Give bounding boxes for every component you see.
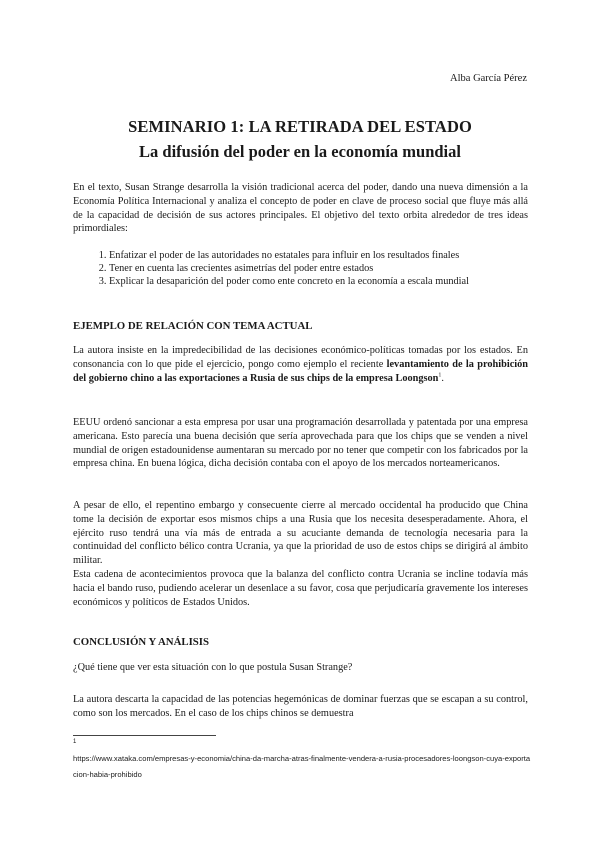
footnote-ref[interactable]: 1 [438, 372, 442, 379]
intro-paragraph: En el texto, Susan Strange desarrolla la visión tradicional acerca del poder, dando una nueva dimensión a la Economía Política Internacional y analiza el concepto de poder en clave de proceso social que fluye más allá de la capacidad de decisión de sus actores principales. El objetivo del texto orbita alrededor de tres ideas primordiales: [73, 182, 528, 235]
footnote-link[interactable]: https://www.xataka.com/empresas-y-economia/china-da-marcha-atras-finalmente-vendera-a-rusia-procesadores-loongson-cuya-exportacion-habia-prohibido [73, 754, 531, 779]
list-item: 3. Explicar la desaparición del poder como ente concreto en la economía a escala mundial [109, 275, 528, 288]
paragraph-embargo-a: A pesar de ello, el repentino embargo y consecuente cierre al mercado occidental ha producido que China tome la decisión de exportar esos mismos chips a una Rusia que los necesita desesperadamente. Ahora, el ejército ruso tendrá una vía más de entrada a su acuciante demanda de tecnología necesaria para la continuidad del conflicto bélico contra Ucrania, ya que la prioridad de uso de estos chips se dirigirá al ámbito militar. [73, 500, 528, 567]
paragraph-embargo-b: Esta cadena de acontecimientos provoca que la balanza del conflicto contra Ucrania se incline todavía más hacia el bando ruso, pudiendo acelerar un desenlace a su favor, cosa que perjudicaría gravemente los intereses económicos y políticos de Estados Unidos. [73, 568, 528, 608]
author-name: Alba García Pérez [450, 73, 527, 84]
bold-emphasis: levantamiento de la prohibición del gobierno chino a las exportaciones a Rusia de sus chips de la empresa Loongson [73, 358, 528, 384]
paragraph-impredecibilidad [73, 344, 528, 385]
paragraph-eeuu: EEUU ordenó sancionar a esta empresa por usar una programación desarrollada y patentada por una empresa americana. Esto parecía una buena decisión que sería aprovechada para que los chips que se venden a nivel mundial de origen estadounidense aumentaran su mercado por no tener que competir con los fabricados por la empresa china. En buena lógica, dicha decisión contaba con el apoyo de los mercados norteamericanos. [73, 417, 528, 470]
page-subtitle: La difusión del poder en la economía mundial [139, 142, 461, 161]
paragraph-text: La autora insiste en la impredecibilidad de las decisiones económico-políticas tomadas por los estados. En consonancia con lo que pide el ejercicio, pongo como ejemplo el reciente [73, 345, 528, 370]
section-heading-example: EJEMPLO DE RELACIÓN CON TEMA ACTUAL [73, 320, 313, 332]
question-paragraph: ¿Qué tiene que ver esta situación con lo que postula Susan Strange? [73, 662, 353, 673]
paragraph-conclusion: La autora descarta la capacidad de las potencias hegemónicas de dominar fuerzas que se escapan a su control, como son los mercados. En el caso de los chips chinos se demuestra [73, 694, 528, 719]
page-title: SEMINARIO 1: LA RETIRADA DEL ESTADO [128, 117, 472, 136]
footnote-divider [73, 735, 216, 736]
ideas-list [73, 249, 528, 289]
list-item: 2. Tener en cuenta las crecientes asimetrías del poder entre estados [109, 262, 528, 275]
list-item: 1. Enfatizar el poder de las autoridades no estatales para influir en los resultados finales [109, 249, 528, 262]
section-heading-conclusion: CONCLUSIÓN Y ANÁLISIS [73, 636, 209, 648]
footnote-number: 1 [73, 739, 77, 745]
paragraph-end: . [441, 372, 444, 384]
paragraph-embargo [73, 499, 528, 609]
